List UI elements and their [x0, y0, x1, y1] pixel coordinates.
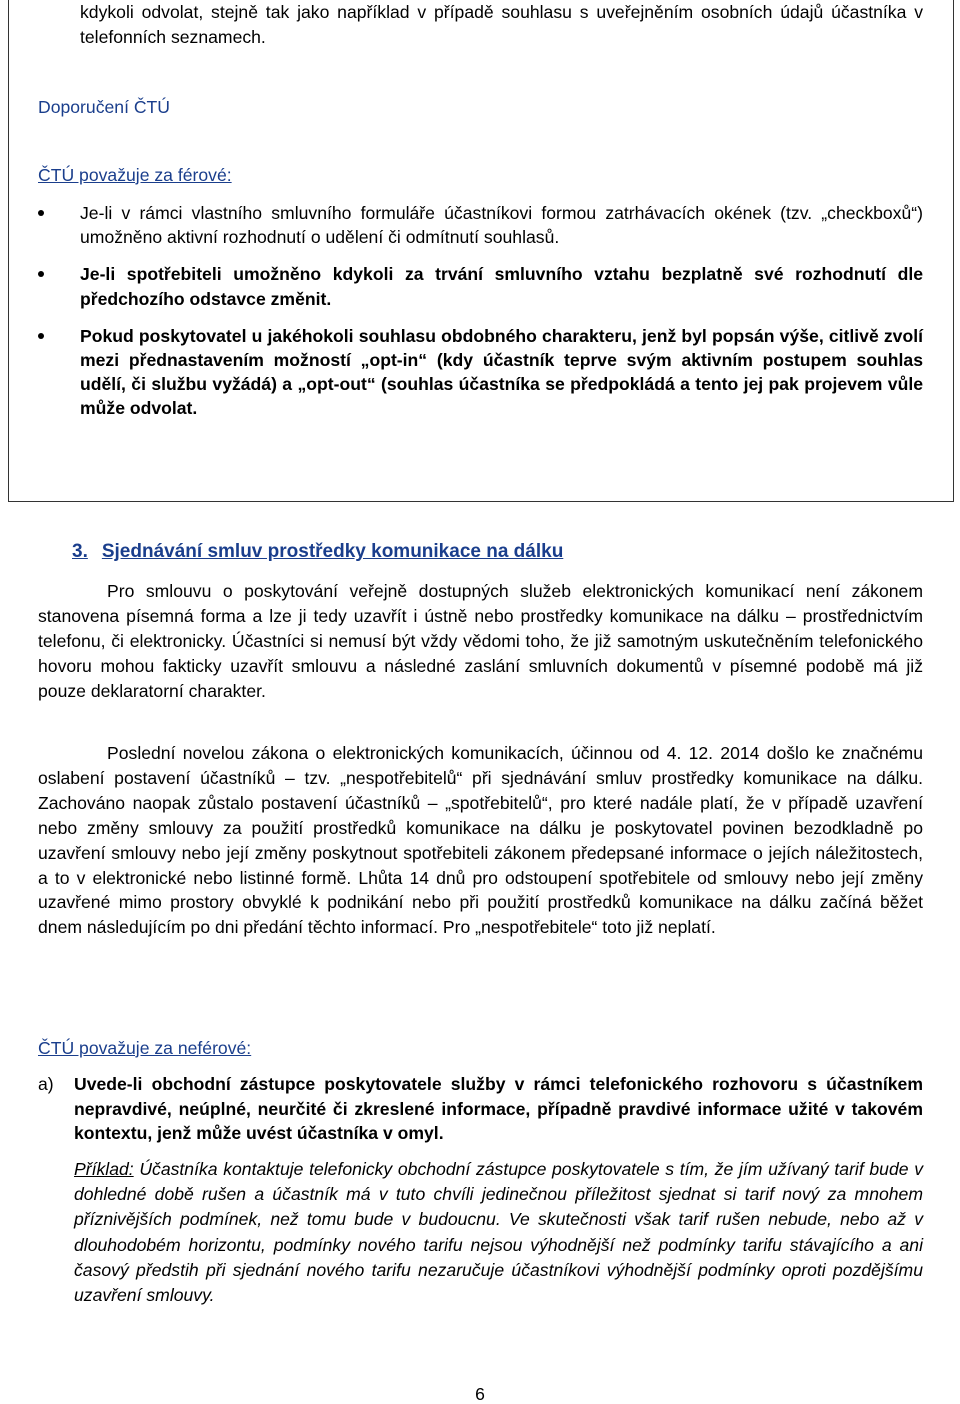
example-text: Účastníka kontaktuje telefonicky obchodní zástupce poskytovatele s tím, že jím užívaný tarif bude v dohledné době rušen a účastník má v tuto chvíli jedinečnou příležitost sjednat si tarif nový za mnohem příznivějších podmínek, než tomu bude v budoucnu. Ve skutečnosti však tarif rušen nebude, nebo až v dlouhodobém horizontu, podmínky nového tarifu nejsou výhodnější než podmínky tarifu stávajícího a ani časový předstih při sjednání nového tarifu nezaručuje účastníkovi výhodnější podmínky oproti pozdějšímu uzavření smlouvy.	[74, 1159, 923, 1306]
fair-bullet-list	[38, 201, 923, 434]
bullet-icon	[38, 333, 44, 339]
fair-label: ČTÚ považuje za férové:	[38, 165, 232, 185]
example-label: Příklad:	[74, 1159, 134, 1179]
unfair-item-a	[38, 1072, 923, 1146]
bullet-text: Je-li v rámci vlastního smluvního formuláře účastníkovi formou zatrhávacích okének (tzv. „checkboxů“) umožněno aktivní rozhodnutí o udělení či odmítnutí souhlasů.	[80, 203, 923, 248]
section-title-text: Sjednávání smluv prostředky komunikace na dálku	[101, 541, 564, 562]
section-number: 3.	[72, 541, 88, 562]
list-item	[38, 262, 923, 310]
box-continuation-text: kdykoli odvolat, stejně tak jako například v případě souhlasu s uveřejněním osobních údajů účastníka v telefonních seznamech.	[80, 2, 923, 47]
bullet-text: Je-li spotřebiteli umožněno kdykoli za trvání smluvního vztahu bezplatně své rozhodnutí dle předchozího odstavce změnit.	[80, 264, 923, 309]
bullet-text: Pokud poskytovatel u jakéhokoli souhlasu obdobného charakteru, jenž byl popsán výše, citlivě zvolí mezi přednastavením možností „opt-in“ (kdy účastník teprve svým aktivním postupem souhlas udělí, či službu vyžádá) a „opt-out“ (souhlas účastníka se předpokládá a tento jej pak projevem vůle může odvolat.	[80, 325, 923, 419]
unfair-label: ČTÚ považuje za neférové:	[38, 1038, 252, 1058]
list-item	[38, 324, 923, 421]
section-title	[72, 539, 563, 565]
list-item	[38, 201, 923, 249]
item-label: a)	[38, 1074, 54, 1094]
section-paragraph-1: Pro smlouvu o poskytování veřejně dostupných služeb elektronických komunikací není zákonem stanovena písemná forma a lze ji tedy uzavřít i ústně nebo prostředky komunikace na dálku – prostřednictvím telefonu, či elektronicky. Účastníci si nemusí být vždy vědomi toho, že již samotným uskutečněním telefonického hovoru mohou fakticky uzavřít smlouvu a následné zaslání smluvních dokumentů v písemné podobě má již pouze deklaratorní charakter.	[38, 581, 923, 701]
section-paragraph-2: Poslední novelou zákona o elektronických komunikacích, účinnou od 4. 12. 2014 došlo ke značnému oslabení postavení účastníků – tzv. „nespotřebitelů“ při sjednávání smluv prostředky komunikace na dálku. Zachováno naopak zůstalo postavení účastníků – „spotřebitelů“, pro které nadále platí, že v případě uzavření nebo změny smlouvy za použití prostředků komunikace na dálku je poskytovatel povinen bezodkladně po uzavření smlouvy nebo její změny poskytnout spotřebiteli zákonem předepsané informace o jejích náležitostech, a to v elektronické nebo listinné formě. Lhůta 14 dnů pro odstoupení spotřebitele od smlouvy nebo její změny uzavřené mimo prostory obvyklé k podnikání nebo při použití prostředků komunikace na dálku začíná běžet dnem následujícím po dni předání těchto informací. Pro „nespotřebitele“ toto již neplatí.	[38, 743, 923, 938]
item-text: Uvede-li obchodní zástupce poskytovatele služby v rámci telefonického rozhovoru s účastníkem nepravdivé, neúplné, neurčité či zkreslené informace, případně pravdivé informace užité v takovém kontextu, jenž může uvést účastníka v omyl.	[74, 1074, 923, 1144]
bullet-icon	[38, 210, 44, 216]
page-number: 6	[475, 1384, 485, 1404]
recommendation-heading: Doporučení ČTÚ	[38, 97, 171, 117]
bullet-icon	[38, 271, 44, 277]
example-paragraph	[74, 1157, 923, 1308]
